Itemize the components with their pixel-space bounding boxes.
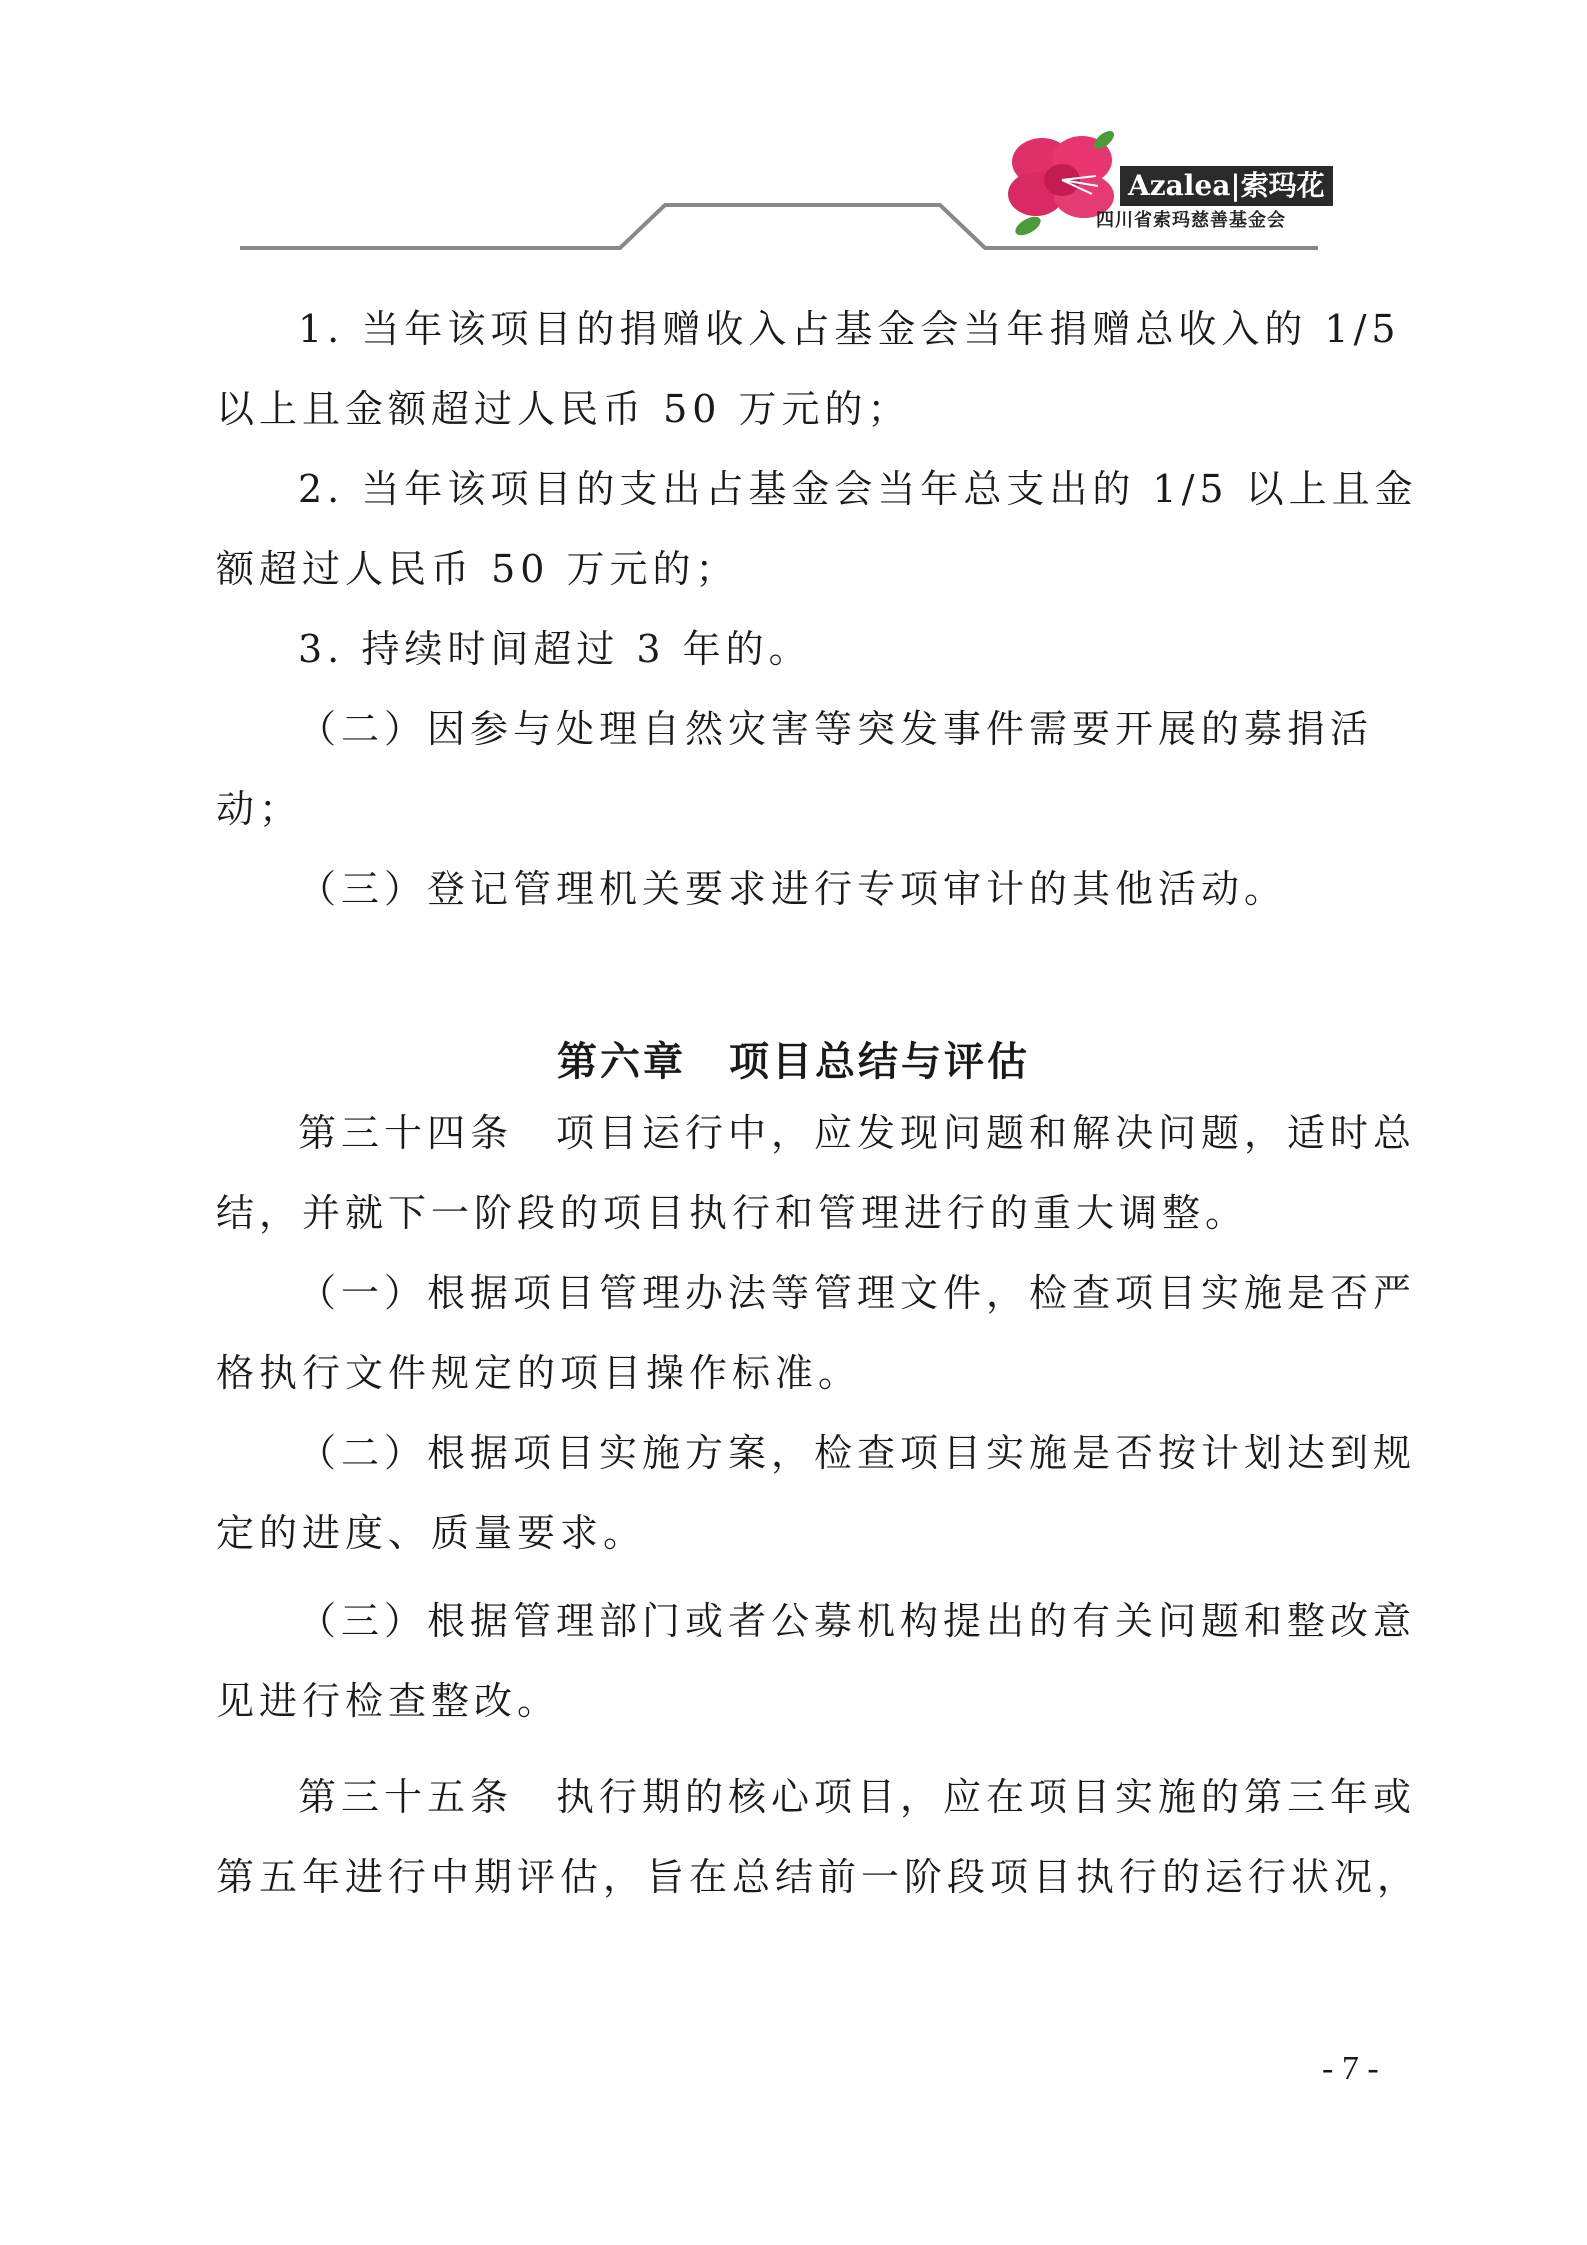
paragraph-line: （二）根据项目实施方案，检查项目实施是否按计划达到规: [298, 1431, 1417, 1475]
paragraph-line: 1. 当年该项目的捐赠收入占基金会当年捐赠总收入的 1/5: [298, 307, 1401, 351]
paragraph-line: 见进行检查整改。: [216, 1679, 561, 1723]
paragraph-line: （三）根据管理部门或者公募机构提出的有关问题和整改意: [298, 1599, 1417, 1643]
paragraph-line: 定的进度、质量要求。: [216, 1511, 647, 1555]
paragraph-line: 2. 当年该项目的支出占基金会当年总支出的 1/5 以上且金: [298, 467, 1418, 511]
paragraph-line: （一）根据项目管理办法等管理文件，检查项目实施是否严: [298, 1271, 1417, 1315]
logo-subtitle: 四川省索玛慈善基金会: [1096, 210, 1286, 231]
paragraph-line: （三）登记管理机关要求进行专项审计的其他活动。: [298, 867, 1288, 911]
paragraph-line: 第三十四条 项目运行中，应发现问题和解决问题，适时总: [298, 1111, 1417, 1155]
logo-wordmark: Azalea|索玛花: [1120, 166, 1333, 206]
paragraph-line: 以上且金额超过人民币 50 万元的；: [216, 387, 911, 431]
paragraph-line: 第三十五条 执行期的核心项目，应在项目实施的第三年或: [298, 1775, 1417, 1819]
foundation-logo: [1000, 118, 1325, 240]
chapter-heading: 第六章 项目总结与评估: [557, 1039, 1030, 1085]
paragraph-line: 第五年进行中期评估，旨在总结前一阶段项目执行的运行状况，: [216, 1855, 1421, 1899]
paragraph-line: 格执行文件规定的项目操作标准。: [216, 1351, 862, 1395]
page-number: - 7 -: [1322, 2050, 1379, 2087]
paragraph-line: 3. 持续时间超过 3 年的。: [298, 627, 812, 671]
paragraph-line: 动；: [216, 787, 303, 831]
header-rule: [0, 0, 1587, 260]
paragraph-line: 额超过人民币 50 万元的；: [216, 547, 739, 591]
paragraph-line: 结，并就下一阶段的项目执行和管理进行的重大调整。: [216, 1191, 1249, 1235]
paragraph-line: （二）因参与处理自然灾害等突发事件需要开展的募捐活: [298, 707, 1374, 751]
